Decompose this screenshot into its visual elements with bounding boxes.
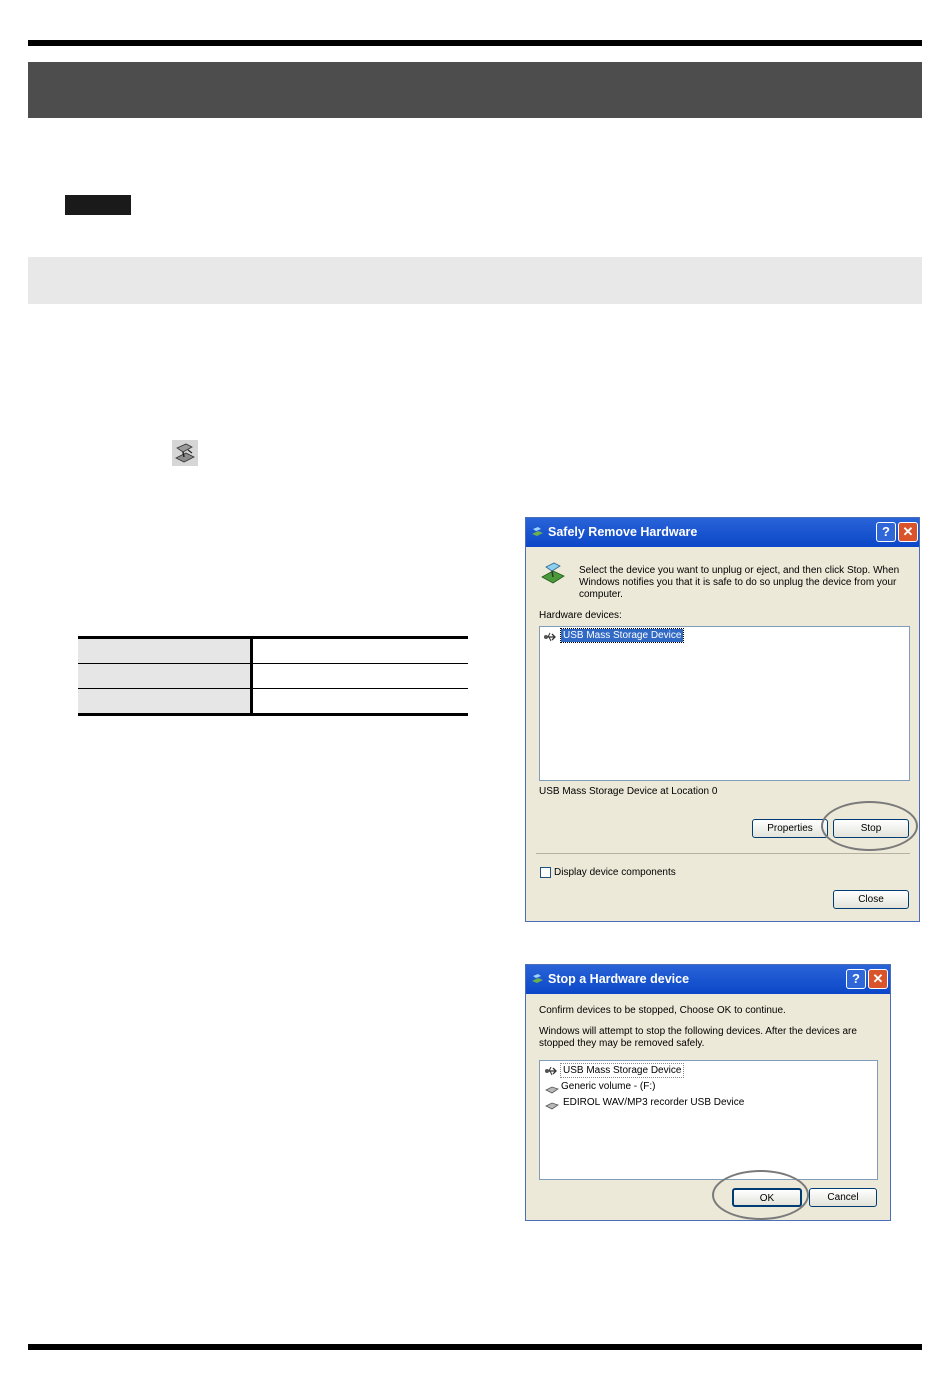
- hardware-devices-label: Hardware devices:: [539, 610, 622, 621]
- list-item[interactable]: USB Mass Storage Device: [563, 630, 682, 641]
- list-item[interactable]: Generic volume - (F:): [561, 1081, 656, 1092]
- note-tag: [65, 195, 131, 215]
- confirm-text: Confirm devices to be stopped, Choose OK to continue.: [539, 1005, 786, 1016]
- usb-icon: [543, 630, 557, 642]
- table-bottom-border: [78, 713, 468, 716]
- highlight-oval: [821, 801, 918, 851]
- stop-hardware-device-dialog: [525, 964, 891, 1221]
- devices-to-stop-list[interactable]: [539, 1060, 878, 1180]
- hardware-icon: [540, 561, 566, 587]
- table-cell-label: [78, 639, 253, 664]
- dialog-title: Safely Remove Hardware: [548, 525, 698, 539]
- info-text: Windows will attempt to stop the following devices. After the devices are stopped they may be removed safely.: [539, 1026, 857, 1049]
- separator: [536, 853, 910, 854]
- close-window-button[interactable]: ✕: [898, 522, 918, 542]
- properties-button[interactable]: Properties: [752, 819, 828, 838]
- device-location-text: USB Mass Storage Device at Location 0: [539, 786, 718, 797]
- hardware-icon: [531, 525, 544, 538]
- dialog-titlebar[interactable]: [526, 518, 919, 547]
- help-button[interactable]: ?: [846, 969, 866, 989]
- drive-icon: [545, 1098, 559, 1108]
- display-components-checkbox[interactable]: [540, 867, 551, 878]
- list-item[interactable]: EDIROL WAV/MP3 recorder USB Device: [563, 1097, 745, 1108]
- table-row: [78, 689, 468, 714]
- safely-remove-hardware-dialog: [525, 517, 920, 922]
- checkbox-label: Display device components: [554, 867, 676, 878]
- hardware-icon: [531, 972, 544, 985]
- top-rule: [28, 40, 922, 46]
- drive-icon: [545, 1082, 559, 1092]
- hardware-devices-list[interactable]: [539, 626, 910, 781]
- close-window-button[interactable]: ✕: [868, 969, 888, 989]
- stop-button[interactable]: Stop: [833, 819, 909, 838]
- table-row: [78, 664, 468, 689]
- close-button[interactable]: Close: [833, 890, 909, 909]
- chapter-title-bar: [28, 62, 922, 118]
- dialog-title: Stop a Hardware device: [548, 972, 690, 986]
- instruction-text: Select the device you want to unplug or eject, and then click Stop. When Windows notifies you that it is safe to do so unplug the device from your computer.: [579, 565, 900, 600]
- table-row: [78, 639, 468, 664]
- dialog-titlebar[interactable]: [526, 965, 890, 994]
- ok-button[interactable]: OK: [732, 1188, 802, 1207]
- highlight-oval: [712, 1170, 809, 1220]
- table-cell-label: [78, 689, 253, 714]
- list-item[interactable]: USB Mass Storage Device: [563, 1065, 682, 1076]
- usb-icon: [544, 1064, 558, 1076]
- bottom-rule: [28, 1344, 922, 1350]
- cancel-button[interactable]: Cancel: [809, 1188, 877, 1207]
- table-cell-label: [78, 664, 253, 689]
- section-heading-bar: [28, 257, 922, 304]
- help-button[interactable]: ?: [876, 522, 896, 542]
- tray-safely-remove-icon[interactable]: [172, 440, 198, 466]
